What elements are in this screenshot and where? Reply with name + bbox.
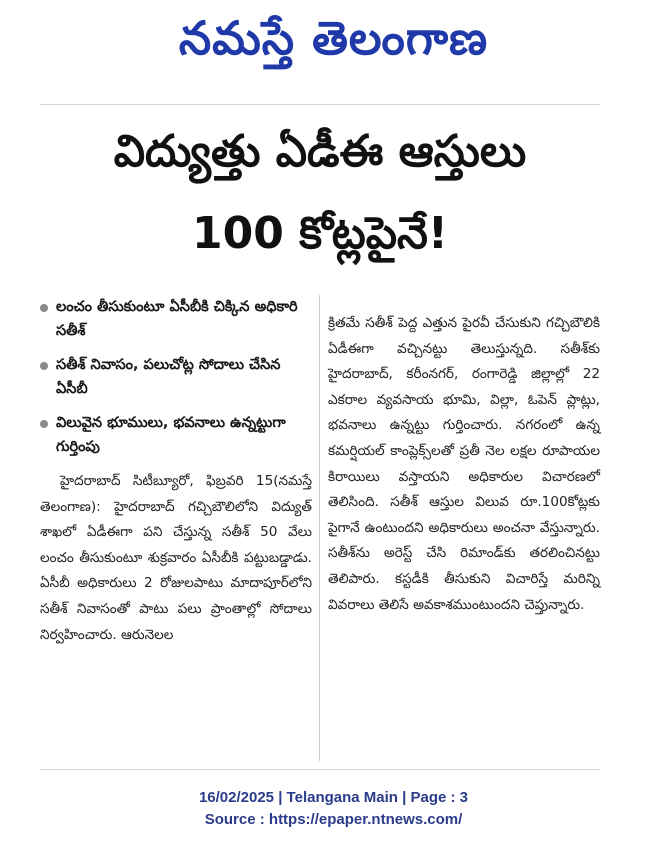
bullet-dot-icon: [40, 420, 48, 428]
bullet-item: [40, 295, 312, 343]
bullet-list: [40, 295, 312, 459]
article-body-right: క్రితమే సతీశ్ పెద్ద ఎత్తున పైరవీ చేసుకుని గచ్చిబౌలికి ఏడీఈగా వచ్చినట్టు తెలుస్తున్నది. సతీశ్‌కు హైదరాబాద్, కరీంనగర్, రంగారెడ్డి జిల్లాల్లో 22 ఎకరాల వ్యవసాయ భూమి, విల్లా, ఓపెన్ ప్లాట్లు, భవనాలు ఉన్నట్టు గుర్తించారు. నగరంలో ఉన్న కమర్షియల్ కాంప్లెక్స్‌లతో ప్రతీ నెల లక్షల రూపాయల కిరాయిలు వస్తాయని అధికారుల విచారణలో తెలిసింది. సతీశ్ ఆస్తుల విలువ రూ.100కోట్లకు పైగానే ఉంటుందని అధికారులు అంచనా వేస్తున్నారు. సతీశ్‌ను అరెస్ట్ చేసి రిమాండ్‌కు తరలించినట్టు తెలిపారు. కస్టడీకి తీసుకుని విచారిస్తే మరిన్ని వివరాలు తెలిసే అవకాశముంటుందని చెప్తున్నారు.: [328, 315, 600, 613]
bullet-dot-icon: [40, 362, 48, 370]
bullet-text: విలువైన భూములు, భవనాలు ఉన్నట్టుగా గుర్తింపు: [56, 415, 286, 455]
masthead-logo: నమస్తే తెలంగాణ: [178, 11, 489, 65]
headline-line-2: 100 కోట్లపైనే!: [192, 208, 448, 259]
footer: [0, 787, 667, 831]
bullet-item: [40, 411, 312, 459]
column-divider: [319, 295, 320, 761]
article-body-left: హైదరాబాద్ సిటీబ్యూరో, ఫిబ్రవరి 15(నమస్తే తెలంగాణ): హైదరాబాద్ గచ్చిబౌలిలోని విద్యుత్ శాఖలో ఏడీఈగా పని చేస్తున్న సతీశ్ 50 వేలు లంచం తీసుకుంటూ శుక్రవారం ఏసీబీకి పట్టుబడ్డాడు. ఏసీబీ అధికారులు 2 రోజులపాటు మాదాపూర్‌లోని సతీశ్ నివాసంతో పాటు పలు ప్రాంతాల్లో సోదాలు నిర్వహించారు. ఆరునెలల: [40, 473, 312, 643]
bullet-item: [40, 353, 312, 401]
footer-date-edition: 16/02/2025 | Telangana Main | Page : 3: [198, 789, 469, 806]
bullet-text: లంచం తీసుకుంటూ ఏసీబీకి చిక్కిన అధికారి సతీశ్: [56, 299, 298, 339]
bullet-dot-icon: [40, 304, 48, 312]
footer-source-link[interactable]: Source : https://epaper.ntnews.com/: [204, 811, 463, 828]
bullet-text: సతీశ్ నివాసం, పలుచోట్ల సోదాలు చేసిన ఏసీబీ: [56, 357, 281, 397]
right-column: [328, 311, 600, 618]
headline-line-1: విద్యుత్తు ఏడీఈ ఆస్తులు: [113, 126, 527, 177]
news-clipping: [40, 104, 600, 770]
left-column: [40, 295, 312, 648]
headline: [40, 111, 600, 275]
